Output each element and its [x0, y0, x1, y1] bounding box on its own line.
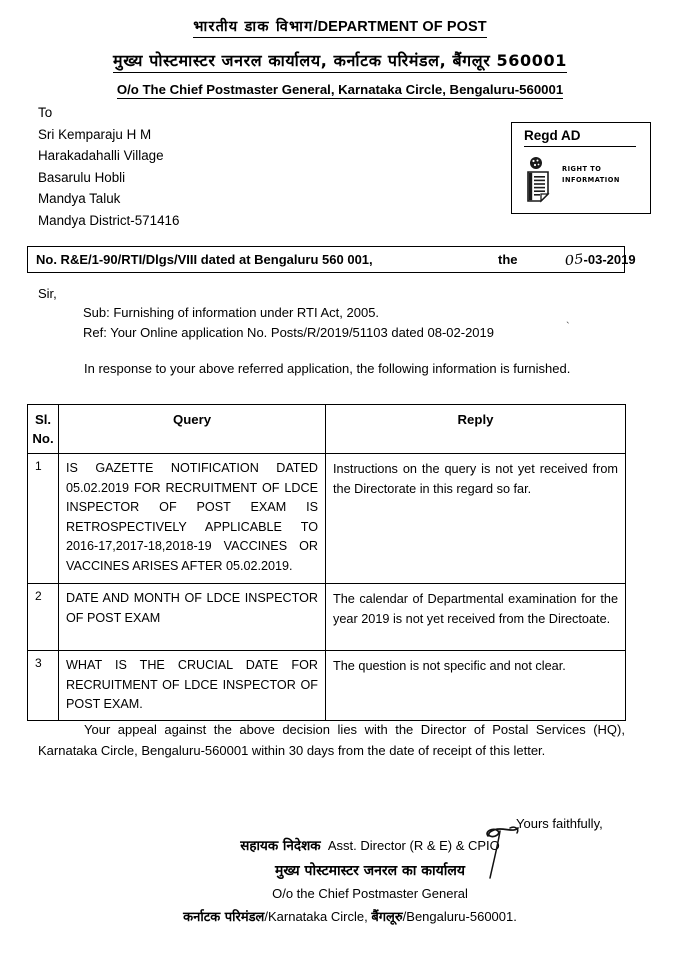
- reference-date: [563, 251, 636, 270]
- office-title-hindi-line: [0, 49, 680, 73]
- letterhead: [0, 16, 680, 99]
- reference-bar: [27, 246, 636, 273]
- signature-office-hindi: मुख्य पोस्टमास्टर जनरल का कार्यालय: [275, 863, 465, 879]
- cell-sl-no: 2: [28, 584, 59, 651]
- signature-office-english: O/o the Chief Postmaster General: [272, 886, 468, 901]
- cell-query: IS GAZETTE NOTIFICATION DATED 05.02.2019 FOR RECRUITMENT OF LDCE INSPECTOR OF POST EXAM IS RETROSPECTIVELY APPLICABLE TO 2016-17,2017-18,2018-19 VACCINES OR VACCINES ARISES AFTER 05.02.2019.: [59, 454, 326, 584]
- signature-block: [0, 836, 680, 925]
- table-row: [28, 651, 626, 721]
- signature-circle-hindi: कर्नाटक परिमंडल: [183, 910, 265, 925]
- signature-designation-line: [60, 836, 680, 854]
- signature-circle-line: [20, 907, 680, 925]
- table-row: [28, 454, 626, 584]
- reference-line: Ref: Your Online application No. Posts/R/2019/51103 dated 08-02-2019: [83, 325, 494, 340]
- rti-logo-text-line1: RIGHT TO: [562, 165, 602, 173]
- department-title-line: [0, 16, 680, 38]
- appeal-paragraph: Your appeal against the above decision lies with the Director of Postal Services (HQ), Karnataka Circle, Bengaluru-560001 within 30 days from the date of receipt of this letter.: [38, 722, 625, 758]
- cell-query: WHAT IS THE CRUCIAL DATE FOR RECRUITMENT OF LDCE INSPECTOR OF POST EXAM.: [59, 651, 326, 721]
- reference-date-rest: -03-2019: [583, 252, 636, 267]
- rti-logo-text: [562, 164, 620, 186]
- salutation: Sir,: [38, 286, 57, 301]
- reference-number: No. R&E/1-90/RTI/Dlgs/VIII dated at Bengaluru 560 001,: [36, 252, 373, 267]
- department-title-hindi: भारतीय डाक विभाग: [193, 19, 314, 35]
- stray-mark: `: [566, 321, 570, 333]
- cell-reply: The question is not specific and not clear.: [326, 651, 626, 721]
- reference-the-label: the: [498, 252, 518, 267]
- handwritten-day: 05: [563, 251, 585, 270]
- cell-reply: The calendar of Departmental examination for the year 2019 is not yet received from the Directoate.: [326, 584, 626, 651]
- column-header-query: Query: [59, 405, 326, 454]
- column-header-reply: Reply: [326, 405, 626, 454]
- addressee-line: Mandya District-571416: [38, 212, 180, 228]
- subject-block: [83, 303, 494, 343]
- department-title-english: /DEPARTMENT OF POST: [313, 19, 487, 35]
- signature-designation-english: Asst. Director (R & E) & CPIO: [327, 838, 500, 853]
- signature-city-english: /Bengaluru-560001.: [402, 909, 517, 924]
- addressee-to-label: To: [38, 105, 53, 120]
- rti-logo: [524, 156, 644, 206]
- cell-query: DATE AND MONTH OF LDCE INSPECTOR OF POST EXAM: [59, 584, 326, 651]
- office-title-english: O/o The Chief Postmaster General, Karnataka Circle, Bengaluru-560001: [116, 82, 564, 97]
- signature-circle-english: /Karnataka Circle,: [264, 909, 372, 924]
- yours-faithfully: Yours faithfully,: [516, 816, 603, 831]
- regd-ad-title: Regd AD: [524, 128, 636, 147]
- signature-city-hindi: बैंगलूरु: [371, 910, 403, 925]
- addressee-block: [38, 102, 179, 231]
- signature-designation-hindi: सहायक निदेशक: [240, 838, 321, 854]
- intro-paragraph: In response to your above referred application, the following information is furnished.: [84, 361, 571, 376]
- query-reply-table: [27, 404, 626, 721]
- addressee-line: Sri Kemparaju H M: [38, 126, 152, 142]
- column-header-sl-no: Sl. No.: [28, 405, 59, 454]
- table-header-row: [28, 405, 626, 454]
- rti-emblem-icon: [524, 156, 558, 204]
- cell-reply: Instructions on the query is not yet received from the Directorate in this regard so far.: [326, 454, 626, 584]
- addressee-line: Harakadahalli Village: [38, 148, 164, 163]
- table-row: [28, 584, 626, 651]
- cell-sl-no: 3: [28, 651, 59, 721]
- addressee-line: Mandya Taluk: [38, 191, 121, 206]
- regd-ad-box: [511, 122, 651, 214]
- office-title-english-line: [0, 82, 680, 99]
- subject-line: Sub: Furnishing of information under RTI Act, 2005.: [83, 305, 380, 320]
- rti-logo-text-line2: INFORMATION: [562, 176, 620, 184]
- document-page: [0, 16, 680, 969]
- addressee-line: Basarulu Hobli: [38, 169, 126, 185]
- office-title-hindi: मुख्य पोस्टमास्टर जनरल कार्यालय, कर्नाटक परिमंडल, बैंगलूर 560001: [113, 49, 567, 73]
- cell-sl-no: 1: [28, 454, 59, 584]
